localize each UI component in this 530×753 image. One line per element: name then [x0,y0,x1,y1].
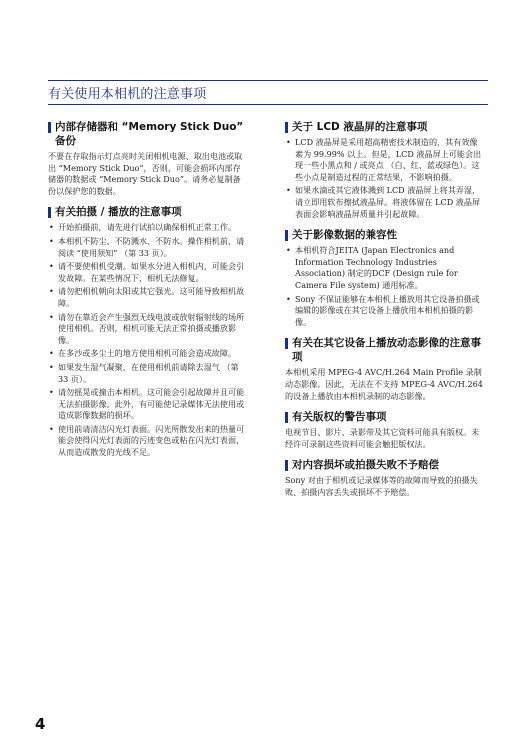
section-body: 不要在存取指示灯点亮时关闭相机电源、取出电池或取出 “Memory Stick Duo”，否则，可能会损坏内部存储器的数据或 “Memory Stick Duo”。请务必复制备份以保护您的数据。 [48,151,243,196]
page-number: 4 [35,715,46,733]
section-heading: 有关在其它设备上播放动态影像的注意事项 [292,337,481,364]
section-heading: 有关拍摄 / 播放的注意事项 [55,206,182,219]
section-heading: 内部存储器和 “Memory Stick Duo” 备份 [55,121,244,147]
section-marker [285,338,288,349]
section-body: 本相机采用 MPEG-4 AVC/H.264 Main Profile 录制动态影像。因此，无法在不支持 MPEG-4 AVC/H.264 的设备上播放由本相机录制的动态影像。 [285,367,483,401]
list-item: • 开始拍摄前，请先进行试拍以确保相机正常工作。 [48,222,248,234]
section-marker [48,122,51,133]
section-copyright [285,410,485,450]
section-heading: 关于影像数据的兼容性 [292,229,397,242]
section-memory-backup [48,120,248,197]
section-marker [285,230,288,241]
section-body: Sony 对由于相机或记录媒体等的故障而导致的拍摄失败、拍摄内容丢失或损坏不予赔偿。 [285,475,478,497]
list-item: • 本相机不防尘、不防溅水、不防水。操作相机前，请阅读 “使用须知” （第 33 页）。 [48,236,248,259]
section-compatibility [285,228,485,328]
list-item: • 在多沙或多尘土的地方使用相机可能会造成故障。 [48,348,248,360]
section-marker [48,207,51,218]
list-item: • 本相机符合JEITA (Japan Electronics and Information Technology Industries Association) 制定的DCF (Design rule for Camera File system) 通用标准。 [285,245,485,291]
section-no-compensation [285,458,485,498]
list-item: • 请勿摇晃或撞击本相机。这可能会引起故障并且可能无法拍摄影像。此外，有可能使记录媒体无法使用或造成影像数据的损坏。 [48,387,248,422]
section-heading: 有关版权的警告事项 [292,411,387,424]
bullet-list [285,137,485,220]
list-item: • LCD 液晶屏是采用超高精密技术制造的，其有效像素为 99.99% 以上。但是，LCD 液晶屏上可能会出现一些小黑点和 / 或亮点 （白、红、蓝或绿色）。这些小点是制造过程的正常结果，不影响拍摄。 [285,137,485,183]
bullet-list [285,245,485,328]
left-column [48,120,248,467]
section-lcd [285,120,485,220]
title-bottom-rule [48,104,488,105]
section-marker [285,412,288,423]
list-item: • 请不要使相机受潮。如果水分进入相机内，可能会引发故障。在某些情况下，相机无法修复。 [48,261,248,284]
list-item: • Sony 不保证能够在本相机上播放用其它设备拍摄或编辑的影像或在其它设备上播放用本相机拍摄的影像。 [285,294,485,329]
section-heading: 关于 LCD 液晶屏的注意事项 [292,121,428,133]
list-item: • 请勿把相机朝向太阳或其它强光。这可能导致相机故障。 [48,286,248,309]
list-item: • 如果发生湿气凝聚，在使用相机前请除去湿气 （第 33 页）。 [48,362,248,385]
section-marker [285,460,288,471]
list-item: • 如果水滴或其它液体溅到 LCD 液晶屏上将其弄湿，请立即用软布擦拭液晶屏。将液体留在 LCD 液晶屏表面会影响液晶屏质量并引起故障。 [285,185,485,220]
section-heading: 对内容损坏或拍摄失败不予赔偿 [292,459,439,472]
section-movie-playback [285,336,485,402]
page-title: 有关使用本相机的注意事项 [48,87,207,102]
right-column [285,120,485,506]
title-top-rule [48,80,488,81]
list-item: • 使用前请清洁闪光灯表面。闪光所散发出来的热量可能会使得闪光灯表面的污迹变色或粘在闪光灯表面，从而造成散发的光线不足。 [48,424,248,459]
section-marker [285,122,288,133]
list-item: • 请勿在靠近会产生强烈无线电波或放射辐射线的场所使用相机。否则，相机可能无法正常拍摄或播放影像。 [48,312,248,347]
section-body: 电视节目、影片、录影带及其它资料可能具有版权。未经许可录制这些资料可能会触犯版权法。 [285,427,480,449]
section-shooting-playback [48,205,248,458]
bullet-list [48,222,248,458]
